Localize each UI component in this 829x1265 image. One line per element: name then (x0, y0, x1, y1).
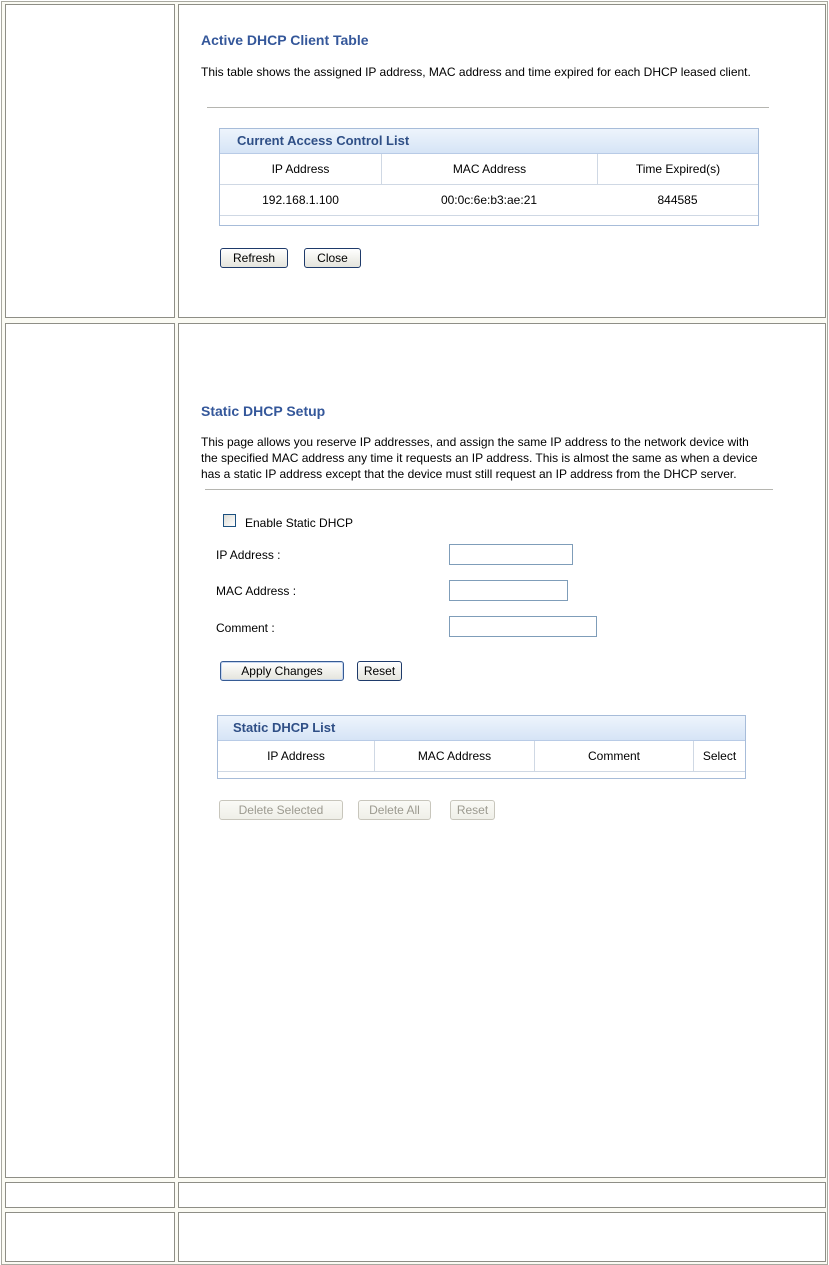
column-select: Select (702, 749, 737, 763)
description-line: has a static IP address except that the device must still request an IP address from the DHCP server. (201, 467, 737, 481)
column-ip-address: IP Address (218, 741, 375, 771)
delete-selected-button[interactable]: Delete Selected (219, 800, 343, 820)
column-time-expired: Time Expired(s) (635, 162, 721, 176)
right-cell-3 (178, 1182, 826, 1208)
enable-static-dhcp-checkbox[interactable] (223, 514, 236, 527)
comment-label: Comment : (216, 621, 275, 635)
column-ip-address: IP Address (220, 154, 382, 184)
list-reset-button[interactable]: Reset (450, 800, 495, 820)
mac-address-label: MAC Address : (216, 584, 297, 598)
ip-address-label: IP Address : (216, 548, 281, 562)
description-line: This page allows you reserve IP addresses, and assign the same IP address to the network device with (201, 435, 749, 449)
table-row (220, 185, 758, 216)
comment-input[interactable] (449, 616, 597, 637)
table-title: Current Access Control List (220, 129, 758, 154)
mac-address-input[interactable] (449, 580, 568, 601)
apply-changes-button[interactable]: Apply Changes (220, 661, 344, 681)
active-dhcp-client-panel (178, 4, 826, 318)
left-cell-1 (5, 4, 175, 318)
cell-mac-address: 00:0c:6e:b3:ae:21 (440, 193, 538, 207)
static-dhcp-list-table (217, 715, 746, 779)
left-cell-3 (5, 1182, 175, 1208)
divider (207, 107, 769, 109)
table-header (218, 741, 745, 772)
left-cell-2 (5, 323, 175, 1178)
description-line: the specified MAC address any time it requests an IP address. This is almost the same as when a device (201, 451, 758, 465)
page-frame (1, 1, 828, 1265)
reset-button[interactable]: Reset (357, 661, 402, 681)
column-mac-address: MAC Address (382, 154, 598, 184)
cell-time-expired: 844585 (657, 193, 698, 207)
refresh-button[interactable]: Refresh (220, 248, 288, 268)
current-access-control-table (219, 128, 759, 226)
cell-ip-address: 192.168.1.100 (262, 193, 339, 207)
static-dhcp-description (201, 434, 811, 482)
static-dhcp-title: Static DHCP Setup (201, 403, 326, 419)
close-button[interactable]: Close (304, 248, 361, 268)
table-header (220, 154, 758, 185)
delete-all-button[interactable]: Delete All (358, 800, 431, 820)
column-comment: Comment (535, 741, 694, 771)
ip-address-input[interactable] (449, 544, 573, 565)
right-cell-4 (178, 1212, 826, 1262)
active-client-title: Active DHCP Client Table (201, 32, 369, 48)
left-cell-4 (5, 1212, 175, 1262)
enable-static-dhcp-label: Enable Static DHCP (245, 516, 354, 530)
static-dhcp-setup-panel (178, 323, 826, 1178)
column-mac-address: MAC Address (375, 741, 535, 771)
divider (205, 489, 773, 491)
active-client-description: This table shows the assigned IP address, MAC address and time expired for each DHCP leased client. (201, 65, 751, 79)
table-title: Static DHCP List (218, 716, 745, 741)
